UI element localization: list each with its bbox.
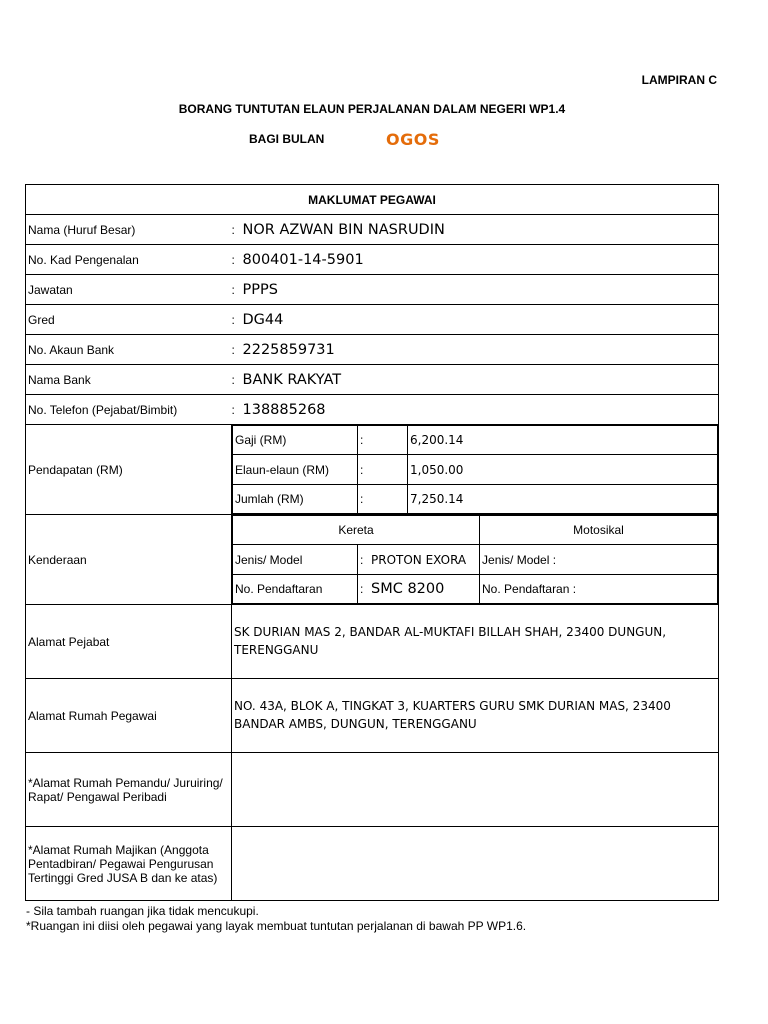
row-jawatan [26, 275, 719, 305]
row-telefon [26, 395, 719, 425]
bank-label: Nama Bank [26, 365, 232, 395]
elaun-value[interactable]: 1,050.00 [408, 455, 718, 485]
alamat-majikan-value[interactable] [232, 827, 719, 901]
gred-label: Gred [26, 305, 232, 335]
colon: : [231, 312, 235, 327]
moto-pendaftaran-label[interactable]: No. Pendaftaran : [480, 575, 718, 604]
jumlah-value[interactable]: 7,250.14 [408, 485, 718, 514]
kenderaan-label: Kenderaan [26, 515, 232, 605]
bulan-value: OGOS [386, 130, 440, 149]
pendapatan-label: Pendapatan (RM) [26, 425, 232, 515]
gaji-label: Gaji (RM) [233, 426, 358, 455]
kad-value[interactable]: 800401-14-5901 [242, 251, 364, 268]
akaun-value[interactable]: 2225859731 [242, 341, 335, 358]
row-kad [26, 245, 719, 275]
pendapatan-table [232, 425, 718, 514]
note-line-2: *Ruangan ini diisi oleh pegawai yang layak membuat tuntutan perjalanan di bawah PP WP1.6. [26, 919, 527, 933]
row-alamat-pejabat [26, 605, 719, 679]
jenis-value[interactable]: PROTON EXORA [371, 552, 467, 567]
telefon-label: No. Telefon (Pejabat/Bimbit) [26, 395, 232, 425]
colon: : [358, 426, 408, 455]
nama-value[interactable]: NOR AZWAN BIN NASRUDIN [242, 221, 445, 238]
gaji-value[interactable]: 6,200.14 [408, 426, 718, 455]
nama-label: Nama (Huruf Besar) [26, 215, 232, 245]
row-kenderaan [26, 515, 719, 605]
note-line-1: - Sila tambah ruangan jika tidak mencukupi. [26, 904, 259, 918]
jumlah-label: Jumlah (RM) [233, 485, 358, 514]
motosikal-header: Motosikal [480, 516, 718, 545]
jawatan-value[interactable]: PPPS [242, 281, 278, 298]
akaun-label: No. Akaun Bank [26, 335, 232, 365]
colon: : [360, 582, 364, 596]
colon: : [231, 252, 235, 267]
row-akaun [26, 335, 719, 365]
pendaftaran-label: No. Pendaftaran [233, 575, 358, 604]
colon: : [360, 552, 364, 567]
row-bank [26, 365, 719, 395]
maklumat-pegawai-table [25, 184, 719, 901]
kenderaan-table [232, 515, 718, 604]
form-title: BORANG TUNTUTAN ELAUN PERJALANAN DALAM NEGERI WP1.4 [178, 102, 566, 116]
section-title: MAKLUMAT PEGAWAI [26, 185, 719, 215]
elaun-label: Elaun-elaun (RM) [233, 455, 358, 485]
alamat-pejabat-label: Alamat Pejabat [26, 605, 232, 679]
alamat-pejabat-value[interactable]: SK DURIAN MAS 2, BANDAR AL-MUKTAFI BILLAH SHAH, 23400 DUNGUN, TERENGGANU [232, 605, 719, 679]
footnotes [26, 904, 526, 934]
lampiran-label: LAMPIRAN C [641, 73, 717, 87]
row-alamat-majikan [26, 827, 719, 901]
row-alamat-pemandu [26, 753, 719, 827]
moto-jenis-label[interactable]: Jenis/ Model : [480, 545, 718, 575]
telefon-value[interactable]: 138885268 [242, 401, 326, 418]
colon: : [231, 282, 235, 297]
kad-label: No. Kad Pengenalan [26, 245, 232, 275]
colon: : [231, 342, 235, 357]
bulan-label: BAGI BULAN [249, 132, 325, 146]
alamat-majikan-label: *Alamat Rumah Majikan (Anggota Pentadbiran/ Pegawai Pengurusan Tertinggi Gred JUSA B dan ke atas) [26, 827, 232, 901]
pendaftaran-value[interactable]: SMC 8200 [371, 581, 445, 597]
bank-value[interactable]: BANK RAKYAT [242, 371, 342, 388]
jenis-label: Jenis/ Model [233, 545, 358, 575]
alamat-pemandu-label: *Alamat Rumah Pemandu/ Juruiring/ Rapat/ Pengawal Peribadi [26, 753, 232, 827]
jawatan-label: Jawatan [26, 275, 232, 305]
colon: : [358, 485, 408, 514]
alamat-rumah-label: Alamat Rumah Pegawai [26, 679, 232, 753]
alamat-pemandu-value[interactable] [232, 753, 719, 827]
row-alamat-rumah [26, 679, 719, 753]
row-nama [26, 215, 719, 245]
colon: : [358, 455, 408, 485]
row-gred [26, 305, 719, 335]
colon: : [231, 372, 235, 387]
colon: : [231, 222, 235, 237]
row-pendapatan [26, 425, 719, 515]
colon: : [231, 402, 235, 417]
gred-value[interactable]: DG44 [242, 311, 284, 328]
kereta-header: Kereta [233, 516, 480, 545]
alamat-rumah-value[interactable]: NO. 43A, BLOK A, TINGKAT 3, KUARTERS GURU SMK DURIAN MAS, 23400 BANDAR AMBS, DUNGUN, TERENGGANU [232, 679, 719, 753]
